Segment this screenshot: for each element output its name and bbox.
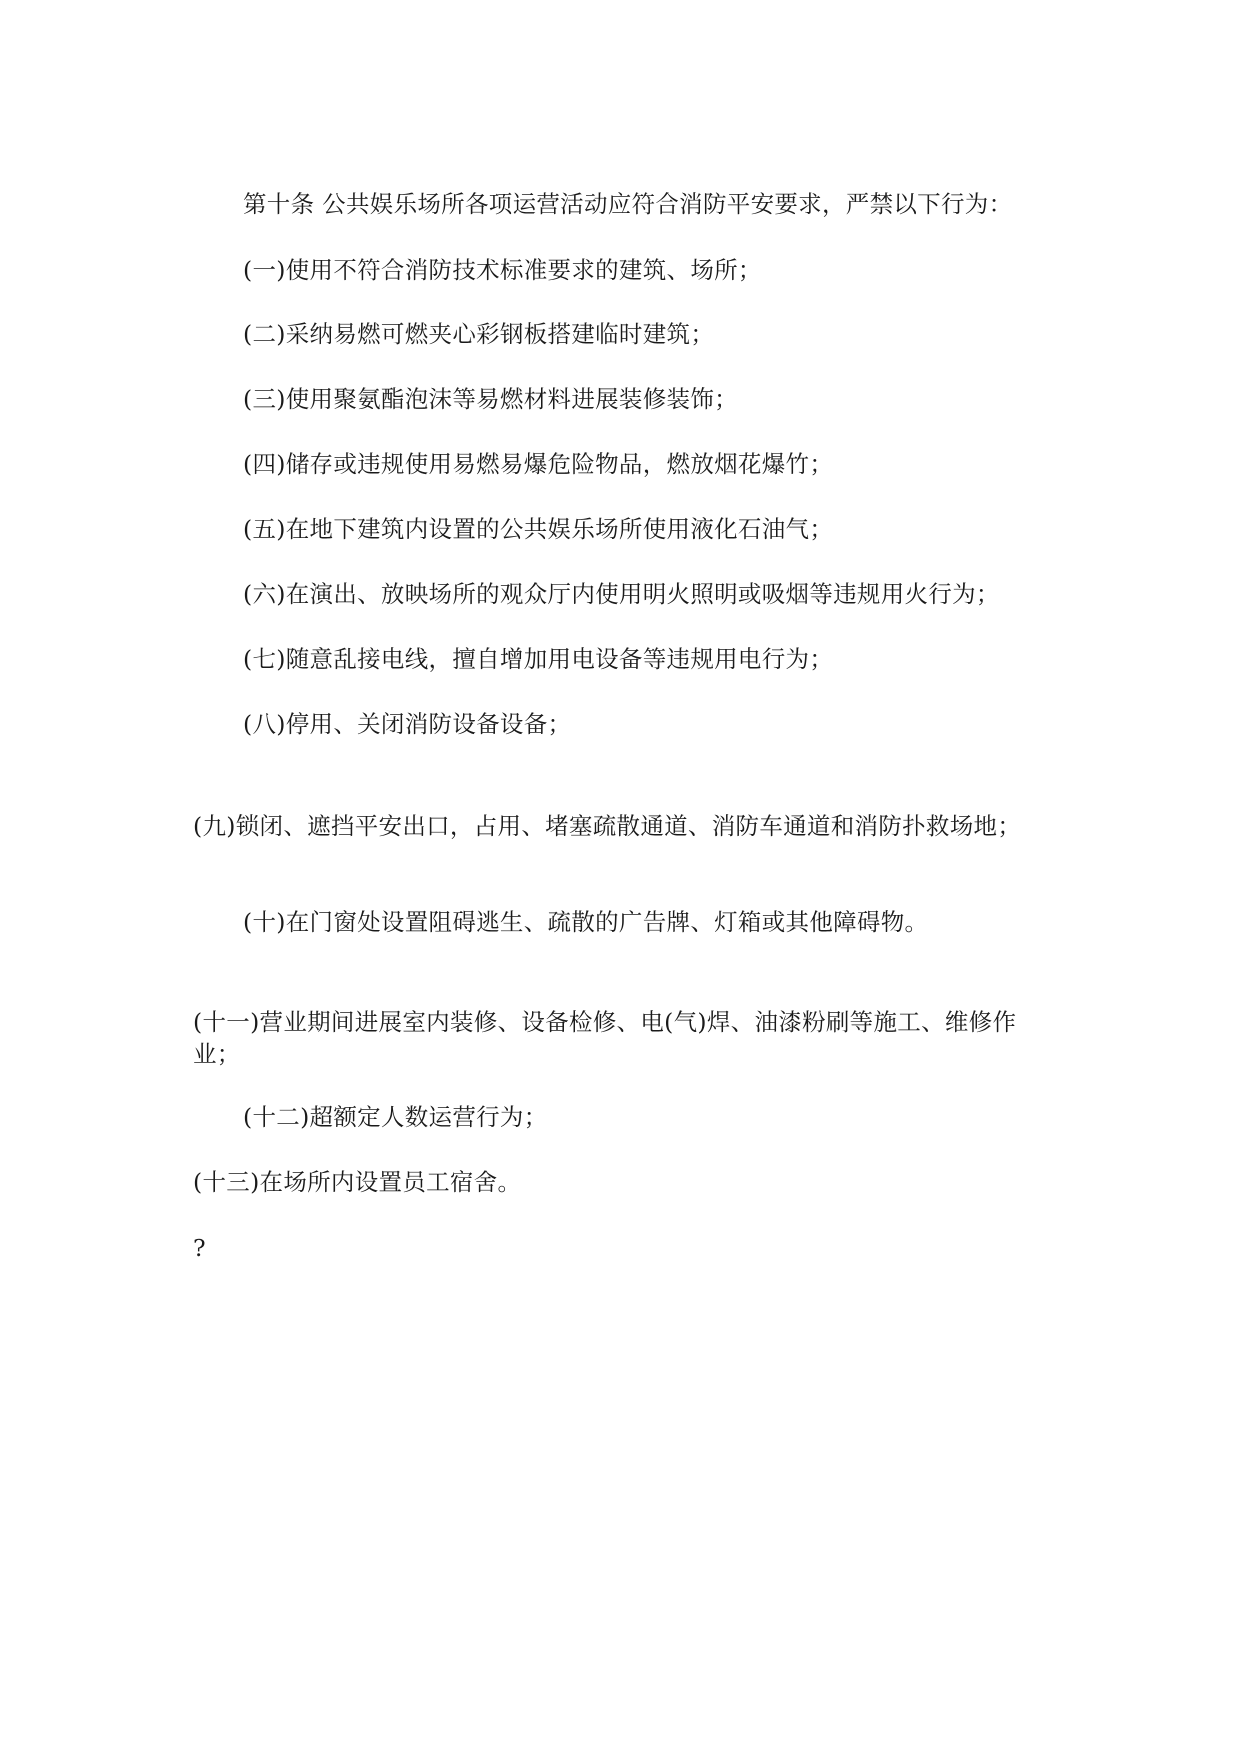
list-item: (四)储存或违规使用易燃易爆危险物品，燃放烟花爆竹； — [243, 450, 834, 478]
list-item: (十三)在场所内设置员工宿舍。 — [193, 1168, 522, 1196]
list-item: (九)锁闭、遮挡平安出口，占用、堵塞疏散通道、消防车通道和消防扑救场地； — [193, 812, 1022, 840]
list-item: (十)在门窗处设置阻碍逃生、疏散的广告牌、灯箱或其他障碍物。 — [243, 908, 929, 936]
list-item: (六)在演出、放映场所的观众厅内使用明火照明或吸烟等违规用火行为； — [243, 580, 1000, 608]
list-item: (二)采纳易燃可燃夹心彩钢板搭建临时建筑； — [243, 320, 715, 348]
list-item: (十二)超额定人数运营行为； — [243, 1103, 548, 1131]
list-item: (十一)营业期间进展室内装修、设备检修、电(气)焊、油漆粉刷等施工、维修作业； — [193, 1008, 1017, 1068]
list-item: (八)停用、关闭消防设备设备； — [243, 710, 572, 738]
list-item: (三)使用聚氨酯泡沫等易燃材料进展装修装饰； — [243, 385, 738, 413]
trailing-mark: ? — [193, 1234, 206, 1262]
list-item: (一)使用不符合消防技术标准要求的建筑、场所； — [243, 256, 762, 284]
list-item: (五)在地下建筑内设置的公共娱乐场所使用液化石油气； — [243, 515, 834, 543]
list-item: (七)随意乱接电线，擅自增加用电设备等违规用电行为； — [243, 645, 834, 673]
article-heading: 第十条 公共娱乐场所各项运营活动应符合消防平安要求，严禁以下行为： — [243, 190, 1013, 218]
